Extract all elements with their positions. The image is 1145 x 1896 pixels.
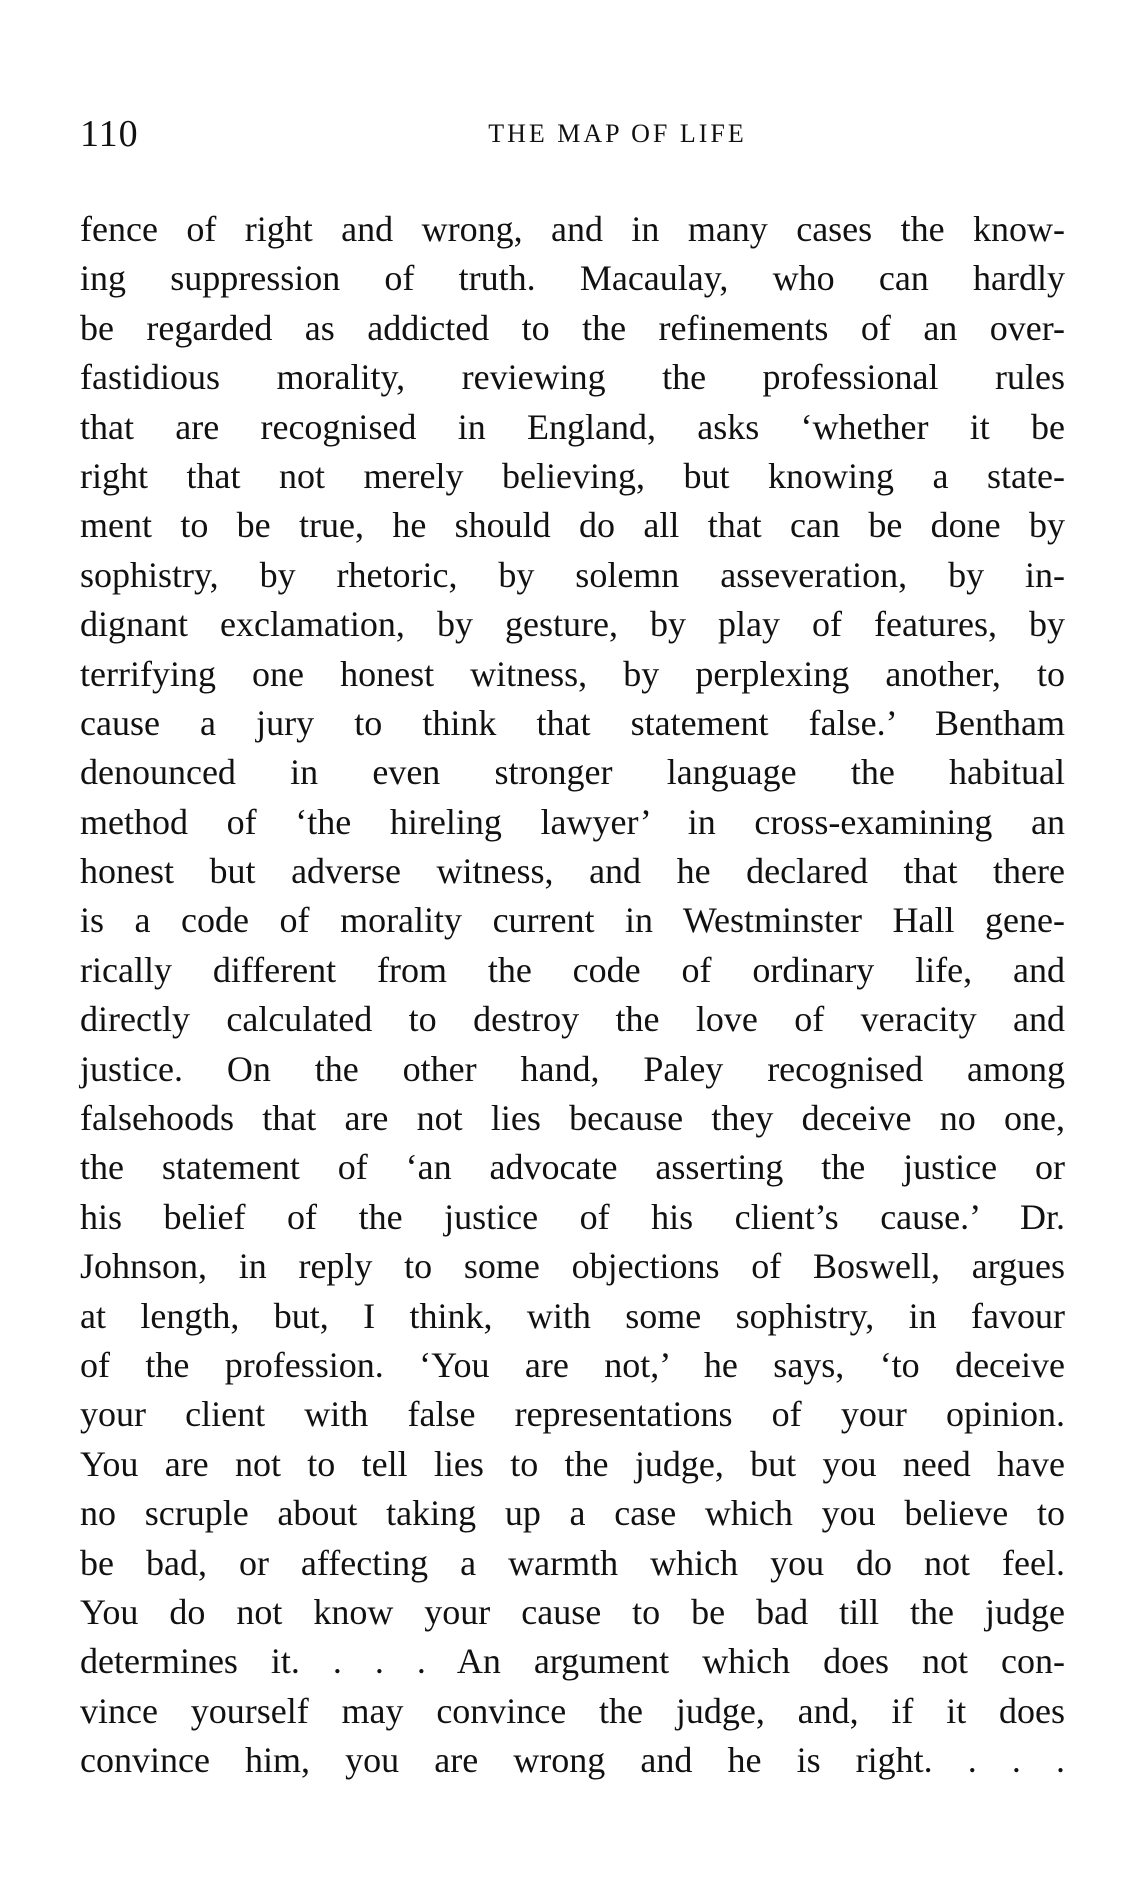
text-line: determines it. . . . An argument which does not con- (80, 1641, 1065, 1682)
text-line: rically different from the code of ordinary life, and (80, 949, 1065, 990)
body-text (80, 205, 1065, 1786)
text-line: of the profession. ‘You are not,’ he says, ‘to deceive (80, 1344, 1065, 1385)
page-number: 110 (80, 113, 139, 155)
text-line: his belief of the justice of his client’s cause.’ Dr. (80, 1196, 1065, 1237)
text-line: is a code of morality current in Westminster Hall gene- (80, 900, 1065, 941)
text-line: the statement of ‘an advocate asserting the justice or (80, 1147, 1065, 1188)
text-line: fence of right and wrong, and in many cases the know- (80, 209, 1065, 249)
text-line: terrifying one honest witness, by perplexing another, to (80, 653, 1065, 694)
text-line: convince him, you are wrong and he is right. . . . (80, 1740, 1065, 1781)
text-line: no scruple about taking up a case which you believe to (80, 1493, 1065, 1534)
text-line: ment to be true, he should do all that can be done by (80, 505, 1065, 546)
text-line: cause a jury to think that statement false.’ Bentham (80, 702, 1065, 743)
text-line: Johnson, in reply to some objections of Boswell, argues (80, 1246, 1065, 1287)
text-line: You do not know your cause to be bad till the judge (80, 1591, 1065, 1632)
text-line: ing suppression of truth. Macaulay, who can hardly (80, 258, 1065, 299)
text-line: be regarded as addicted to the refinements of an over- (80, 307, 1065, 348)
text-line: directly calculated to destroy the love of veracity and (80, 999, 1065, 1040)
text-line: falsehoods that are not lies because they deceive no one, (80, 1098, 1065, 1139)
text-line: at length, but, I think, with some sophistry, in favour (80, 1295, 1065, 1336)
text-line: vince yourself may convince the judge, and, if it does (80, 1690, 1065, 1731)
text-line: method of ‘the hireling lawyer’ in cross-examining an (80, 801, 1065, 842)
text-line: denounced in even stronger language the habitual (80, 752, 1065, 793)
text-line: sophistry, by rhetoric, by solemn asseveration, by in- (80, 554, 1065, 595)
text-line: honest but adverse witness, and he declared that there (80, 851, 1065, 892)
text-line: fastidious morality, reviewing the professional rules (80, 357, 1065, 398)
page-header (80, 110, 1065, 158)
text-line: dignant exclamation, by gesture, by play of features, by (80, 604, 1065, 645)
text-line: justice. On the other hand, Paley recognised among (80, 1048, 1065, 1089)
text-line: your client with false representations of your opinion. (80, 1394, 1065, 1435)
running-head: THE MAP OF LIFE (488, 119, 747, 148)
text-line: that are recognised in England, asks ‘whether it be (80, 406, 1065, 447)
text-line: You are not to tell lies to the judge, but you need have (80, 1443, 1065, 1484)
text-line: be bad, or affecting a warmth which you do not feel. (80, 1542, 1065, 1583)
text-line: right that not merely believing, but knowing a state- (80, 455, 1065, 496)
